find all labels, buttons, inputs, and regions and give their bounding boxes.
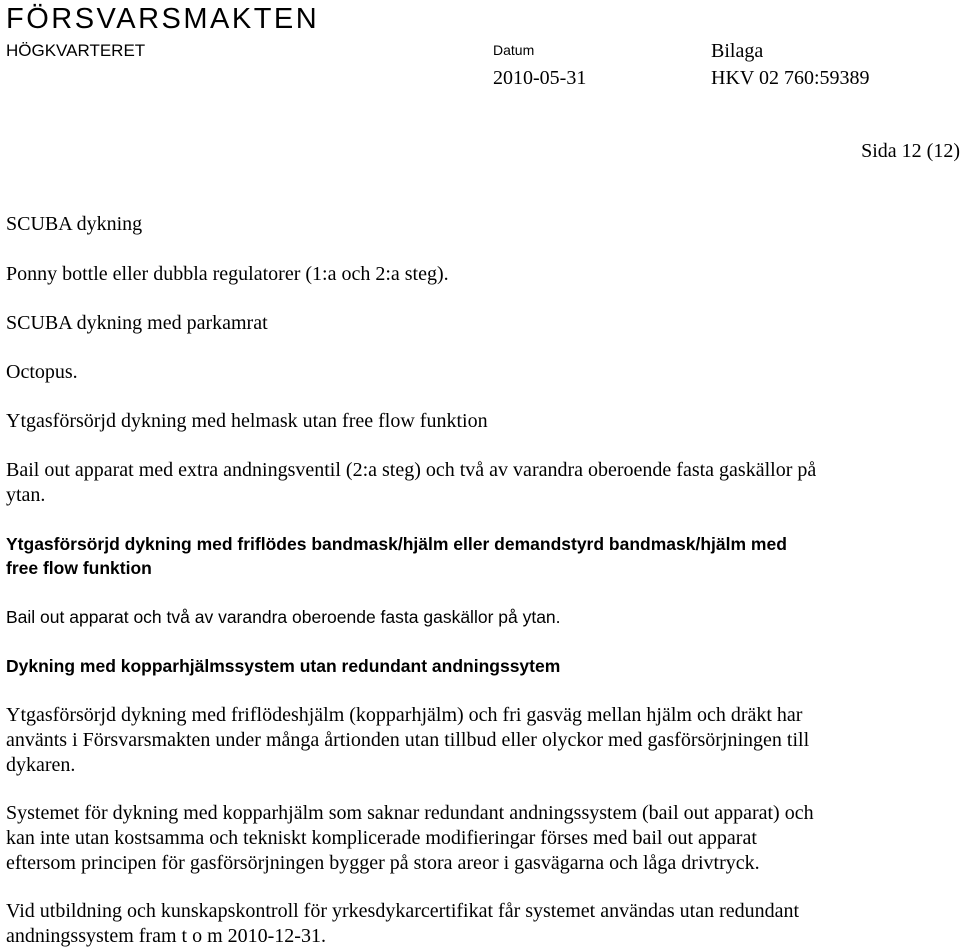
paragraph-kopparhjalm-1-line-1: Ytgasförsörjd dykning med friflödeshjälm (kopparhjälm) och fri gasväg mellan hjälm och dräkt har (6, 704, 803, 726)
paragraph-kopparhjalm-2-line-2: kan inte utan kostsamma och tekniskt komplicerade modifieringar förses med bail out apparat (6, 827, 757, 849)
paragraph-friflodes: Bail out apparat och två av varandra oberoende fasta gaskällor på ytan. (6, 607, 561, 627)
page-number: Sida 12 (12) (861, 140, 960, 162)
attachment-label: Bilaga (711, 40, 764, 62)
attachment-number: HKV 02 760:59389 (711, 67, 870, 89)
heading-scuba: SCUBA dykning (6, 213, 143, 235)
heading-helmask: Ytgasförsörjd dykning med helmask utan free flow funktion (6, 410, 488, 432)
date-value: 2010-05-31 (493, 67, 587, 89)
paragraph-kopparhjalm-2-line-1: Systemet för dykning med kopparhjälm som saknar redundant andningssystem (bail out apparat) och (6, 802, 814, 824)
paragraph-kopparhjalm-3-line-2: andningssystem fram t o m 2010-12-31. (6, 925, 326, 947)
heading-friflodes-line-1: Ytgasförsörjd dykning med friflödes bandmask/hjälm eller demandstyrd bandmask/hjälm med (6, 534, 787, 554)
heading-scuba-buddy: SCUBA dykning med parkamrat (6, 312, 268, 334)
date-label: Datum (493, 42, 535, 58)
paragraph-kopparhjalm-1-line-3: dykaren. (6, 754, 76, 776)
organization-logo-text: FÖRSVARSMAKTEN (6, 3, 320, 35)
unit-name: HÖGKVARTERET (6, 41, 146, 60)
paragraph-helmask-line-2: ytan. (6, 484, 46, 506)
heading-kopparhjalm: Dykning med kopparhjälmssystem utan redundant andningssytem (6, 656, 561, 676)
paragraph-kopparhjalm-2-line-3: eftersom principen för gasförsörjningen bygger på stora areor i gasvägarna och låga drivtryck. (6, 852, 760, 874)
paragraph-kopparhjalm-1-line-2: använts i Försvarsmakten under många årtionden utan tillbud eller olyckor med gasförsörjningen till (6, 729, 810, 751)
paragraph-scuba-buddy: Octopus. (6, 361, 78, 383)
paragraph-kopparhjalm-3-line-1: Vid utbildning och kunskapskontroll för yrkesdykarcertifikat får systemet användas utan redundant (6, 900, 800, 922)
heading-friflodes-line-2: free flow funktion (6, 558, 152, 578)
paragraph-helmask-line-1: Bail out apparat med extra andningsventil (2:a steg) och två av varandra oberoende fasta gaskällor på (6, 459, 817, 481)
paragraph-scuba: Ponny bottle eller dubbla regulatorer (1:a och 2:a steg). (6, 263, 449, 285)
